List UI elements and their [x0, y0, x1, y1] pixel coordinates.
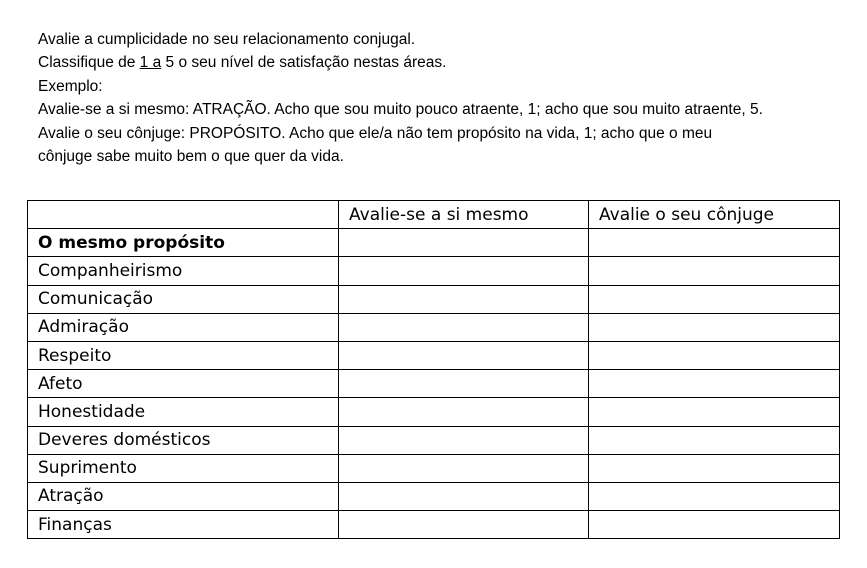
spouse-rating-cell[interactable]	[589, 313, 840, 341]
instruction-scale-underlined: 1 a	[139, 54, 162, 72]
self-rating-cell[interactable]	[339, 257, 589, 285]
self-rating-cell[interactable]	[339, 313, 589, 341]
table-row	[28, 285, 840, 313]
spouse-rating-cell[interactable]	[589, 229, 840, 257]
self-rating-cell[interactable]	[339, 511, 589, 539]
self-rating-cell[interactable]	[339, 398, 589, 426]
instruction-scale-end: 5 o seu nível de satisfação nestas áreas.	[161, 54, 447, 72]
self-rating-cell[interactable]	[339, 229, 589, 257]
area-label: Atração	[28, 482, 339, 510]
instructions	[38, 28, 848, 168]
spouse-rating-cell[interactable]	[589, 398, 840, 426]
instruction-example-spouse-cont: cônjuge sabe muito bem o que quer da vida.	[38, 148, 344, 166]
rating-table-header	[28, 201, 840, 229]
spouse-rating-cell[interactable]	[589, 426, 840, 454]
area-label: Suprimento	[28, 454, 339, 482]
table-row	[28, 341, 840, 369]
instruction-scale-start: Classifique de	[38, 54, 140, 72]
spouse-rating-cell[interactable]	[589, 341, 840, 369]
header-area	[28, 201, 339, 229]
header-spouse: Avalie o seu cônjuge	[589, 201, 840, 229]
area-label: Afeto	[28, 370, 339, 398]
area-label: O mesmo propósito	[28, 229, 339, 257]
table-row	[28, 370, 840, 398]
table-row	[28, 313, 840, 341]
rating-table-body	[28, 229, 840, 539]
area-label: Companheirismo	[28, 257, 339, 285]
self-rating-cell[interactable]	[339, 285, 589, 313]
instruction-example-heading: Exemplo:	[38, 77, 103, 95]
header-self: Avalie-se a si mesmo	[339, 201, 589, 229]
instruction-scale	[38, 51, 848, 74]
rating-table	[27, 200, 840, 539]
instruction-example-spouse: Avalie o seu cônjuge: PROPÓSITO. Acho que ele/a não tem propósito na vida, 1; acho que o meu	[38, 124, 713, 142]
self-rating-cell[interactable]	[339, 454, 589, 482]
spouse-rating-cell[interactable]	[589, 285, 840, 313]
table-row	[28, 229, 840, 257]
self-rating-cell[interactable]	[339, 370, 589, 398]
self-rating-cell[interactable]	[339, 341, 589, 369]
spouse-rating-cell[interactable]	[589, 511, 840, 539]
area-label: Admiração	[28, 313, 339, 341]
instruction-title: Avalie a cumplicidade no seu relacionamento conjugal.	[38, 31, 416, 48]
spouse-rating-cell[interactable]	[589, 257, 840, 285]
spouse-rating-cell[interactable]	[589, 370, 840, 398]
table-row	[28, 257, 840, 285]
spouse-rating-cell[interactable]	[589, 482, 840, 510]
instruction-example-self: Avalie-se a si mesmo: ATRAÇÃO. Acho que sou muito pouco atraente, 1; acho que sou muito atraente, 5.	[38, 101, 763, 119]
table-row	[28, 511, 840, 539]
header-row	[28, 201, 840, 229]
area-label: Comunicação	[28, 285, 339, 313]
area-label: Deveres domésticos	[28, 426, 339, 454]
table-row	[28, 482, 840, 510]
self-rating-cell[interactable]	[339, 482, 589, 510]
spouse-rating-cell[interactable]	[589, 454, 840, 482]
self-rating-cell[interactable]	[339, 426, 589, 454]
table-row	[28, 426, 840, 454]
area-label: Honestidade	[28, 398, 339, 426]
area-label: Finanças	[28, 511, 339, 539]
table-row	[28, 454, 840, 482]
table-row	[28, 398, 840, 426]
area-label: Respeito	[28, 341, 339, 369]
